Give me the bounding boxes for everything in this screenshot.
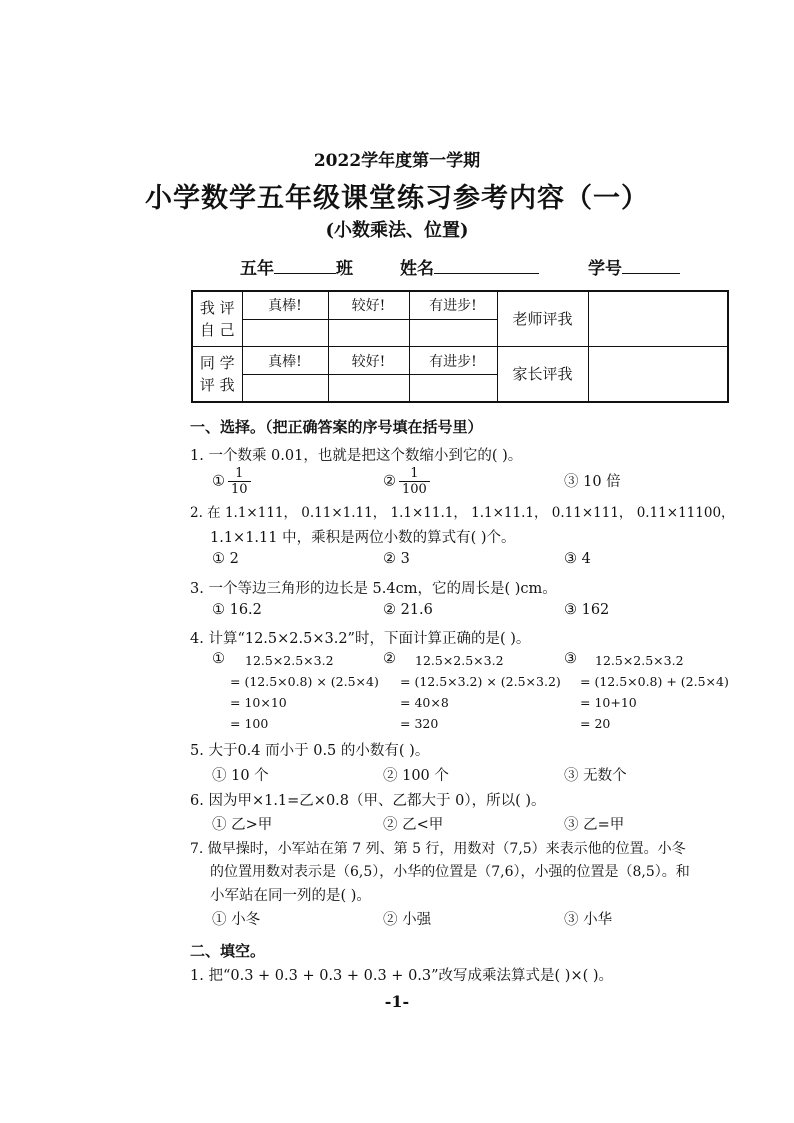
- q1-3-option-c[interactable]: ③ 162: [564, 602, 610, 618]
- question-1-4: 4. 计算“12.5×2.5×3.2”时，下面计算正确的是( )。: [190, 631, 531, 647]
- q1-7-option-c[interactable]: ③ 小华: [564, 912, 613, 928]
- q1-6-option-b[interactable]: ② 乙<甲: [383, 817, 444, 833]
- q1-4-option-b-mark[interactable]: ②: [383, 651, 396, 667]
- student-id-label: 学号: [588, 259, 622, 279]
- q1-5-option-b[interactable]: ② 100 个: [383, 768, 449, 784]
- name-blank[interactable]: [434, 259, 539, 274]
- q1-4-option-b-work: 12.5×2.5×3.2 = (12.5×3.2) × (2.5×3.2) = 40×8 = 320: [400, 653, 561, 731]
- q1-2-option-a[interactable]: ① 2: [212, 551, 239, 567]
- question-1-2-line-1: 2. 在 1.1×111， 0.11×1.11， 1.1×11.1， 1.1×11.1， 0.11×111， 0.11×11100，: [190, 505, 735, 521]
- teacher-eval-box[interactable]: [588, 291, 728, 346]
- q1-2-option-c[interactable]: ③ 4: [564, 551, 591, 567]
- name-label: 姓名: [400, 259, 434, 279]
- peer-grade-good: 较好!: [328, 346, 409, 374]
- q1-4-option-a-work: 12.5×2.5×3.2 = (12.5×0.8) × (2.5×4) = 10×10 = 100: [230, 653, 379, 731]
- q1-7-option-a[interactable]: ① 小冬: [212, 912, 261, 928]
- class-label: 班: [336, 259, 353, 279]
- parent-eval-label: 家长评我: [497, 346, 588, 402]
- self-grade-great: 真棒!: [242, 291, 328, 319]
- page-subtitle: (小数乘法、位置): [325, 220, 469, 241]
- page-title: 小学数学五年级课堂练习参考内容（一）: [145, 183, 649, 214]
- peer-grade-great: 真棒!: [242, 346, 328, 374]
- q1-1-option-b[interactable]: ② $\frac{1}{100}$: [383, 466, 430, 497]
- q1-1-option-c[interactable]: ③ 10 倍: [564, 474, 621, 490]
- teacher-eval-label: 老师评我: [497, 291, 588, 346]
- q1-4-option-c-mark[interactable]: ③: [564, 651, 577, 667]
- question-1-7-line-3: 小军站在同一列的是( )。: [210, 888, 371, 904]
- page-number: -1-: [384, 992, 410, 1011]
- peer-check-great[interactable]: [242, 375, 328, 402]
- question-1-1: 1. 一个数乘 0.01，也就是把这个数缩小到它的( )。: [190, 448, 523, 464]
- section-1-heading: 一、选择。（把正确答案的序号填在括号里）: [190, 418, 483, 436]
- q1-6-option-a[interactable]: ① 乙>甲: [212, 817, 273, 833]
- q1-2-option-b[interactable]: ② 3: [383, 551, 410, 567]
- name-field: [400, 254, 539, 279]
- q1-3-option-b[interactable]: ② 21.6: [383, 602, 433, 618]
- evaluation-table: [191, 290, 729, 403]
- term-heading: 2022学年度第一学期: [313, 151, 481, 171]
- question-1-7-line-2: 的位置用数对表示是（6,5），小华的位置是（7,6），小强的位置是（8,5）。和: [210, 864, 690, 880]
- fraction-one-tenth: $\frac{1}{10}$: [228, 466, 251, 497]
- self-grade-progress: 有进步!: [409, 291, 497, 319]
- q1-6-option-c[interactable]: ③ 乙=甲: [564, 817, 625, 833]
- peer-check-good[interactable]: [328, 375, 409, 402]
- peer-eval-label: 同 学 评 我: [192, 346, 242, 402]
- question-1-6: 6. 因为甲×1.1=乙×0.8（甲、乙都大于 0），所以( )。: [190, 793, 546, 809]
- q1-3-option-a[interactable]: ① 16.2: [212, 602, 262, 618]
- question-1-5: 5. 大于0.4 而小于 0.5 的小数有( )。: [190, 743, 430, 759]
- self-check-progress[interactable]: [409, 319, 497, 346]
- peer-grade-progress: 有进步!: [409, 346, 497, 374]
- class-field: [240, 254, 353, 279]
- parent-eval-box[interactable]: [588, 346, 728, 402]
- self-check-great[interactable]: [242, 319, 328, 346]
- q1-4-option-a-mark[interactable]: ①: [212, 651, 225, 667]
- class-blank[interactable]: [274, 259, 336, 274]
- student-id-blank[interactable]: [622, 259, 680, 274]
- question-1-7-line-1: 7. 做早操时，小军站在第 7 列、第 5 行，用数对（7,5）来表示他的位置。小冬: [190, 841, 686, 857]
- q1-7-option-b[interactable]: ② 小强: [383, 912, 432, 928]
- section-2-heading: 二、填空。: [190, 942, 266, 960]
- student-id-field: [588, 254, 680, 279]
- q1-5-option-a[interactable]: ① 10 个: [212, 768, 269, 784]
- fraction-one-hundredth: $\frac{1}{100}$: [399, 466, 430, 497]
- q1-5-option-c[interactable]: ③ 无数个: [564, 768, 627, 784]
- question-1-2-line-2: 1.1×1.11 中，乘积是两位小数的算式有( )个。: [210, 530, 516, 546]
- self-check-good[interactable]: [328, 319, 409, 346]
- question-1-3: 3. 一个等边三角形的边长是 5.4cm，它的周长是( )cm。: [190, 581, 557, 597]
- question-2-1: 1. 把“0.3 + 0.3 + 0.3 + 0.3 + 0.3”改写成乘法算式是( )×( )。: [190, 968, 614, 984]
- self-eval-label: 我 评 自 己: [192, 291, 242, 346]
- peer-check-progress[interactable]: [409, 375, 497, 402]
- q1-4-option-c-work: 12.5×2.5×3.2 = (12.5×0.8) + (2.5×4) = 10+10 = 20: [580, 653, 729, 731]
- q1-1-option-a[interactable]: ① $\frac{1}{10}$: [212, 466, 251, 497]
- self-grade-good: 较好!: [328, 291, 409, 319]
- grade-label: 五年: [240, 259, 274, 279]
